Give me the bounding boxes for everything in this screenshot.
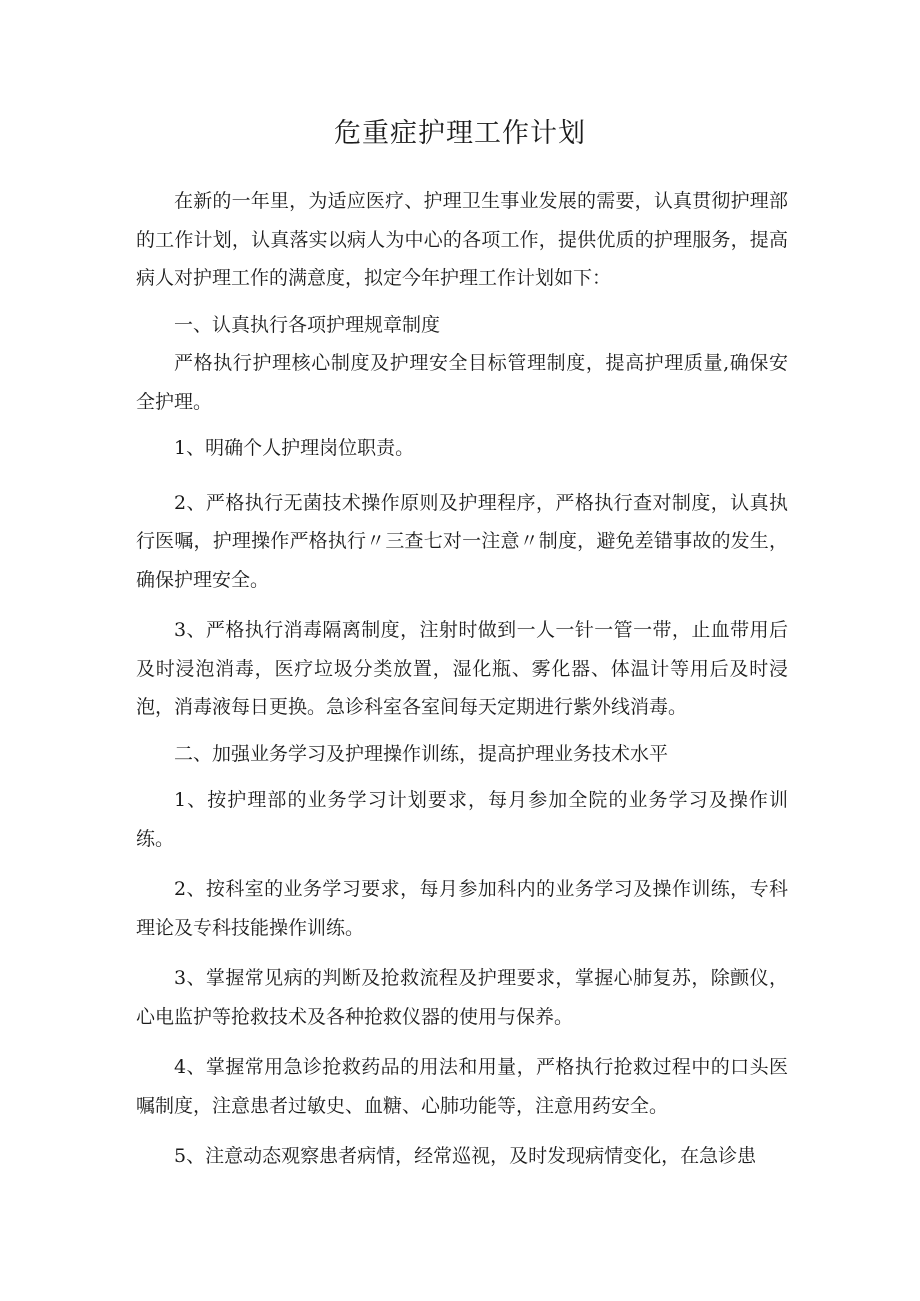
list-item: 3、严格执行消毒隔离制度，注射时做到一人一针一管一带，止血带用后及时浸泡消毒，医疗垃圾分类放置，湿化瓶、雾化器、体温计等用后及时浸泡，消毒液每日更换。急诊科室各室间每天定期进行紫外线消毒。 [136,619,788,718]
section-1-paragraph: 严格执行护理核心制度及护理安全目标管理制度，提高护理质量,确保安全护理。 [136,352,788,413]
intro-paragraph: 在新的一年里，为适应医疗、护理卫生事业发展的需要，认真贯彻护理部的工作计划，认真落实以病人为中心的各项工作，提供优质的护理服务，提高病人对护理工作的满意度，拟定今年护理工作计划如下： [136,190,788,289]
document-body [136,182,788,1176]
page-title: 危重症护理工作计划 [334,118,586,149]
list-item: 1、按护理部的业务学习计划要求，每月参加全院的业务学习及操作训练。 [136,789,788,850]
list-item: 3、掌握常见病的判断及抢救流程及护理要求，掌握心肺复苏，除颤仪，心电监护等抢救技术及各种抢救仪器的使用与保养。 [136,967,788,1028]
list-item: 5、注意动态观察患者病情，经常巡视，及时发现病情变化，在急诊患 [174,1145,757,1167]
section-heading-2: 二、加强业务学习及护理操作训练，提高护理业务技术水平 [174,742,669,765]
section-heading-1: 一、认真执行各项护理规章制度 [174,313,441,336]
list-item: 2、严格执行无菌技术操作原则及护理程序，严格执行查对制度，认真执行医嘱，护理操作严格执行〃三查七对一注意〃制度，避免差错事故的发生，确保护理安全。 [136,491,788,591]
list-item: 4、掌握常用急诊抢救药品的用法和用量，严格执行抢救过程中的口头医嘱制度，注意患者过敏史、血糖、心肺功能等，注意用药安全。 [136,1056,788,1117]
list-item: 1、明确个人护理岗位职责。 [174,437,415,459]
list-item: 2、按科室的业务学习要求，每月参加科内的业务学习及操作训练，专科理论及专科技能操作训练。 [136,878,788,939]
